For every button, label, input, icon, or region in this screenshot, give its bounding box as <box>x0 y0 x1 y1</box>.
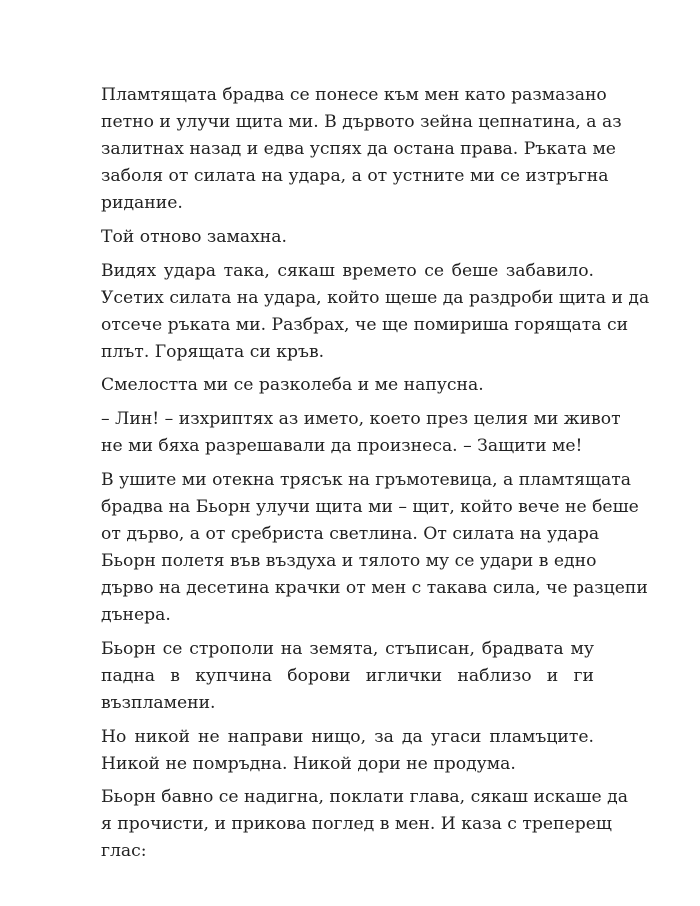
text-line: Бьорн бавно се надигна, поклати глава, сякаш искаше да <box>101 787 629 808</box>
paragraph <box>101 406 621 460</box>
paragraph <box>101 372 594 399</box>
paragraph <box>101 467 648 630</box>
text-line: дърво на десетина крачки от мен с такава сила, че разцепи <box>101 578 648 599</box>
text-line: глас: <box>101 841 147 862</box>
text-line: Смелостта ми се разколеба и ме напусна. <box>101 375 484 396</box>
text-line: залитнах назад и едва успях да остана права. Ръката ме <box>101 139 616 160</box>
text-line: брадва на Бьорн улучи щита ми – щит, който вече не беше <box>101 496 639 517</box>
text-line: – Лин! – изхриптях аз името, което през целия ми живот <box>101 409 621 430</box>
text-line: Никой не помръдна. Никой дори не продума. <box>101 753 516 774</box>
paragraph <box>101 224 594 251</box>
text-line: не ми бяха разрешавали да произнеса. – Защити ме! <box>101 436 583 457</box>
paragraph <box>101 82 622 217</box>
text-line: дънера. <box>101 605 171 626</box>
text-line: Бьорн полетя във въздуха и тялото му се удари в едно <box>101 551 597 571</box>
paragraph <box>101 724 594 778</box>
text-line: Той отново замахна. <box>101 226 287 247</box>
text-line: Усетих силата на удара, който щеше да раздроби щита и да <box>101 287 650 308</box>
text-line: петно и улучи щита ми. В дървото зейна цепнатина, а аз <box>101 112 622 133</box>
text-line: В ушите ми отекна трясък на гръмотевица, а пламтящата <box>101 469 632 490</box>
text-line: отсече ръката ми. Разбрах, че ще помириша горящата си <box>101 314 629 335</box>
text-line: възпламени. <box>101 692 216 713</box>
text-line: я прочисти, и прикова поглед в мен. И каза с треперещ <box>101 814 612 835</box>
text-line: от дърво, а от сребриста светлина. От силата на удара <box>101 523 600 544</box>
paragraph <box>101 258 650 366</box>
text-line: Видях удара така, сякаш времето се беше забавило. <box>101 260 594 281</box>
text-line: плът. Горящата си кръв. <box>101 341 325 362</box>
text-line: падна в купчина борови иглички наблизо и ги <box>101 665 594 686</box>
paragraph <box>101 784 629 865</box>
text-line: Бьорн се строполи на земята, стъписан, брадвата му <box>101 638 594 659</box>
text-line: Но никой не направи нищо, за да угаси пламъците. <box>101 726 594 747</box>
text-line: ридание. <box>101 193 183 214</box>
book-page-text <box>101 82 650 872</box>
paragraph <box>101 636 594 717</box>
text-line: заболя от силата на удара, а от устните ми се изтръгна <box>101 166 609 187</box>
text-line: Пламтящата брадва се понесе към мен като размазано <box>101 85 607 105</box>
